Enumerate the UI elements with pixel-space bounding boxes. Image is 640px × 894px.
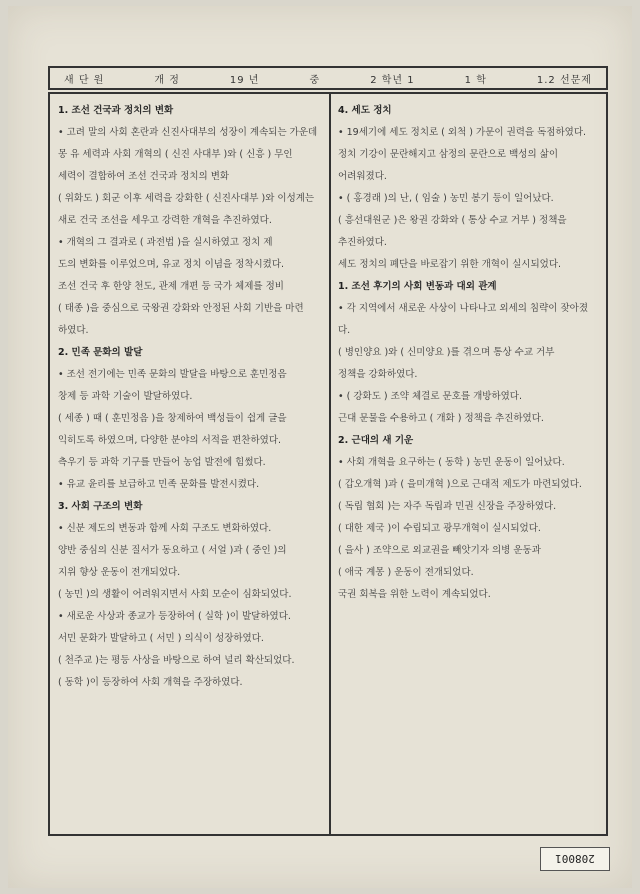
text-line: 세력이 결합하여 조선 건국과 정치의 변화	[58, 171, 230, 182]
text-line: ( 갑오개혁 )과 ( 을미개혁 )으로 근대적 제도가 마련되었다.	[338, 479, 582, 490]
exam-header	[48, 66, 608, 90]
text-line: • 사회 개혁을 요구하는 ( 동학 ) 농민 운동이 일어났다.	[338, 457, 565, 468]
text-line: 양반 중심의 신분 질서가 동요하고 ( 서얼 )과 ( 중인 )의	[58, 545, 287, 556]
text-line: • 조선 전기에는 민족 문화의 발달을 바탕으로 훈민정음	[58, 369, 287, 380]
text-line: ( 병인양요 )와 ( 신미양요 )를 겪으며 통상 수교 거부	[338, 347, 555, 358]
header-segment: 1.2 선문제	[536, 74, 592, 86]
header-segment: 새 단 원	[64, 74, 105, 86]
section-heading: 1. 조선 후기의 사회 변동과 대외 관계	[338, 281, 497, 292]
text-line: ( 애국 계몽 ) 운동이 전개되었다.	[338, 567, 474, 578]
text-line: 익히도록 하였으며, 다양한 분야의 서적을 편찬하였다.	[58, 435, 282, 446]
text-line: 새로 건국 조선을 세우고 강력한 개혁을 추진하였다.	[58, 215, 272, 226]
text-line: ( 위화도 ) 회군 이후 세력을 강화한 ( 신진사대부 )와 이성계는	[58, 193, 315, 204]
text-line: • 고려 말의 사회 혼란과 신진사대부의 성장이 계속되는 가운데	[58, 127, 318, 138]
text-line: 세도 정치의 폐단을 바로잡기 위한 개혁이 실시되었다.	[338, 259, 562, 270]
text-line: • 유교 윤리를 보급하고 민족 문화를 발전시켰다.	[58, 479, 260, 490]
header-segment: 개 정	[154, 74, 180, 86]
text-line: ( 흥선대원군 )은 왕권 강화와 ( 통상 수교 거부 ) 정책을	[338, 215, 567, 226]
text-line: 근대 문물을 수용하고 ( 개화 ) 정책을 추진하였다.	[338, 413, 544, 424]
section-heading: 2. 근대의 새 기운	[338, 435, 414, 446]
header-segment: 19 년	[229, 74, 260, 86]
text-line: ( 독립 협회 )는 자주 독립과 민권 신장을 주장하였다.	[338, 501, 557, 512]
text-line: ( 태종 )을 중심으로 국왕권 강화와 안정된 사회 기반을 마련	[58, 303, 304, 314]
section-heading: 3. 사회 구조의 변화	[58, 501, 143, 512]
text-line: 조선 건국 후 한양 천도, 관제 개편 등 국가 체제를 정비	[58, 281, 284, 292]
text-line: 정치 기강이 문란해지고 삼정의 문란으로 백성의 삶이	[338, 149, 559, 160]
text-line: ( 농민 )의 생활이 어려워지면서 사회 모순이 심화되었다.	[58, 589, 292, 600]
header-segment: 중	[309, 74, 321, 86]
text-line: 서민 문화가 발달하고 ( 서민 ) 의식이 성장하였다.	[58, 633, 264, 644]
text-line: 도의 변화를 이루었으며, 유교 정치 이념을 정착시켰다.	[58, 259, 285, 270]
text-line: • 각 지역에서 새로운 사상이 나타나고 외세의 침략이 잦아졌다.	[338, 303, 589, 336]
text-line: 어려워졌다.	[338, 171, 387, 182]
section-heading: 4. 세도 정치	[338, 105, 392, 116]
text-line: 몽 유 세력과 사회 개혁의 ( 신진 사대부 )와 ( 신흥 ) 무인	[58, 149, 293, 160]
text-line: • ( 홍경래 )의 난, ( 임술 ) 농민 봉기 등이 일어났다.	[338, 193, 554, 204]
text-line: 정책을 강화하였다.	[338, 369, 418, 380]
header-segment: 1 학	[464, 74, 487, 86]
text-line: • 개혁의 그 결과로 ( 과전법 )을 실시하였고 정치 제	[58, 237, 273, 248]
text-line: 창제 등 과학 기술이 발달하였다.	[58, 391, 193, 402]
section-heading: 2. 민족 문화의 발달	[58, 347, 143, 358]
right-column	[338, 100, 600, 830]
text-line: 추진하였다.	[338, 237, 387, 248]
text-line: • 신분 제도의 변동과 함께 사회 구조도 변화하였다.	[58, 523, 272, 534]
text-line: ( 천주교 )는 평등 사상을 바탕으로 하여 널리 확산되었다.	[58, 655, 295, 666]
text-line: ( 세종 ) 때 ( 훈민정음 )을 창제하여 백성들이 쉽게 글을	[58, 413, 287, 424]
section-heading: 1. 조선 건국과 정치의 변화	[58, 105, 174, 116]
header-segment: 2 학년 1	[370, 74, 415, 86]
text-line: 국권 회복을 위한 노력이 계속되었다.	[338, 589, 491, 600]
text-line: • 19세기에 세도 정치로 ( 외척 ) 가문이 권력을 독점하였다.	[338, 127, 587, 138]
text-line: ( 동학 )이 등장하여 사회 개혁을 주장하였다.	[58, 677, 243, 688]
text-line: 하였다.	[58, 325, 89, 336]
column-divider	[329, 92, 331, 836]
left-column	[58, 100, 320, 830]
text-line: ( 을사 ) 조약으로 외교권을 빼앗기자 의병 운동과	[338, 545, 541, 556]
document-number-stamp: 208001	[540, 847, 610, 871]
text-line: 지위 향상 운동이 전개되었다.	[58, 567, 181, 578]
text-line: • 새로운 사상과 종교가 등장하여 ( 실학 )이 발달하였다.	[58, 611, 291, 622]
text-line: ( 대한 제국 )이 수립되고 광무개혁이 실시되었다.	[338, 523, 541, 534]
text-line: 측우기 등 과학 기구를 만들어 농업 발전에 힘썼다.	[58, 457, 266, 468]
text-line: • ( 강화도 ) 조약 체결로 문호를 개방하였다.	[338, 391, 523, 402]
